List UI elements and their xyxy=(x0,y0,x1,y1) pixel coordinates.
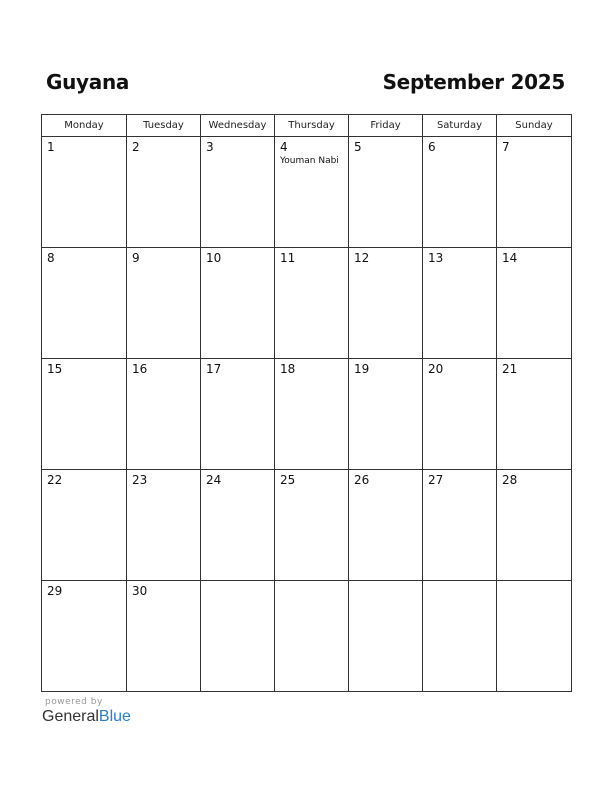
day-number: 12 xyxy=(354,251,370,265)
day-number: 4 xyxy=(280,140,288,154)
day-number: 24 xyxy=(206,473,222,487)
day-number: 28 xyxy=(502,473,518,487)
day-cell xyxy=(201,470,275,581)
week-row xyxy=(42,359,572,470)
day-cell xyxy=(349,248,423,359)
day-cell xyxy=(349,359,423,470)
country-title: Guyana xyxy=(46,70,130,94)
day-cell xyxy=(127,359,201,470)
weekday-header: Thursday xyxy=(275,115,349,137)
weekday-header-row xyxy=(42,115,572,137)
day-cell xyxy=(497,470,572,581)
holiday-label: Youman Nabi xyxy=(280,156,339,166)
month-year-title: September 2025 xyxy=(382,70,565,94)
day-cell xyxy=(127,581,201,692)
day-cell xyxy=(497,359,572,470)
day-cell xyxy=(42,137,127,248)
weekday-header: Wednesday xyxy=(201,115,275,137)
day-number: 27 xyxy=(428,473,444,487)
day-number: 11 xyxy=(280,251,296,265)
day-cell xyxy=(275,359,349,470)
day-number: 22 xyxy=(47,473,63,487)
week-row xyxy=(42,470,572,581)
day-number: 13 xyxy=(428,251,444,265)
day-cell xyxy=(127,137,201,248)
day-cell xyxy=(423,470,497,581)
day-number: 29 xyxy=(47,584,63,598)
day-number: 17 xyxy=(206,362,222,376)
day-cell xyxy=(42,359,127,470)
weekday-header: Friday xyxy=(349,115,423,137)
weekday-header: Sunday xyxy=(497,115,572,137)
brand-general-text: General xyxy=(42,708,99,725)
day-cell-empty xyxy=(423,581,497,692)
day-cell xyxy=(127,248,201,359)
day-cell xyxy=(127,470,201,581)
day-cell-empty xyxy=(275,581,349,692)
day-cell-empty xyxy=(201,581,275,692)
day-number: 7 xyxy=(502,140,510,154)
day-number: 16 xyxy=(132,362,148,376)
weekday-header: Monday xyxy=(42,115,127,137)
day-number: 1 xyxy=(47,140,55,154)
day-cell xyxy=(201,359,275,470)
weekday-header: Tuesday xyxy=(127,115,201,137)
week-row xyxy=(42,248,572,359)
day-number: 3 xyxy=(206,140,214,154)
day-cell xyxy=(423,248,497,359)
day-cell xyxy=(201,248,275,359)
calendar-grid xyxy=(41,114,572,692)
day-number: 2 xyxy=(132,140,140,154)
day-cell xyxy=(275,470,349,581)
day-number: 20 xyxy=(428,362,444,376)
day-number: 8 xyxy=(47,251,55,265)
day-cell xyxy=(42,248,127,359)
day-cell xyxy=(42,581,127,692)
day-cell xyxy=(42,470,127,581)
day-cell xyxy=(423,137,497,248)
day-cell xyxy=(497,248,572,359)
day-number: 5 xyxy=(354,140,362,154)
day-number: 21 xyxy=(502,362,518,376)
day-cell xyxy=(497,137,572,248)
day-number: 19 xyxy=(354,362,370,376)
day-cell xyxy=(423,359,497,470)
day-cell xyxy=(275,137,349,248)
week-row xyxy=(42,137,572,248)
day-number: 15 xyxy=(47,362,63,376)
weekday-header: Saturday xyxy=(423,115,497,137)
brand-blue-text: Blue xyxy=(98,708,131,725)
generalblue-logo[interactable] xyxy=(42,708,131,726)
day-cell xyxy=(275,248,349,359)
day-number: 30 xyxy=(132,584,148,598)
day-cell xyxy=(201,137,275,248)
day-number: 14 xyxy=(502,251,518,265)
day-number: 23 xyxy=(132,473,148,487)
day-cell xyxy=(349,470,423,581)
day-number: 9 xyxy=(132,251,140,265)
powered-by-label: powered by xyxy=(45,697,103,707)
day-cell xyxy=(349,137,423,248)
day-number: 25 xyxy=(280,473,296,487)
week-row xyxy=(42,581,572,692)
day-cell-empty xyxy=(497,581,572,692)
day-number: 6 xyxy=(428,140,436,154)
day-number: 26 xyxy=(354,473,370,487)
day-cell-empty xyxy=(349,581,423,692)
day-number: 18 xyxy=(280,362,296,376)
day-number: 10 xyxy=(206,251,222,265)
